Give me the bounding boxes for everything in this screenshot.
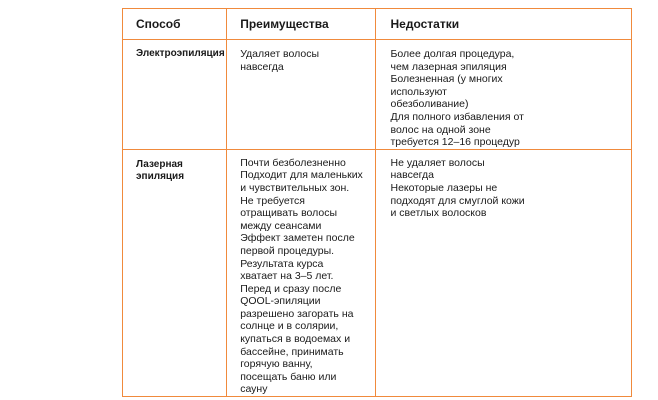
disadvantages-cell — [376, 40, 632, 150]
method-name: Лазерная эпиляция — [136, 158, 185, 183]
header-method: Способ — [123, 9, 227, 40]
disadvantages-list — [376, 40, 631, 149]
list-item: Перед и сразу после QOOL-эпиляции разрешено загорать на солнце и в солярии, купаться в водоемах и бассейне, принимать горячую ванну, посещать баню или сауну — [240, 282, 354, 396]
advantages-list — [227, 40, 375, 73]
disadvantages-cell — [376, 149, 632, 396]
method-cell — [123, 40, 227, 150]
list-item: Не требуется отращивать волосы между сеансами — [240, 194, 338, 232]
header-advantages: Преимущества — [227, 9, 376, 40]
advantages-cell — [227, 149, 376, 396]
list-item: Болезненная (у многих используют обезболивание) — [390, 73, 503, 111]
list-item: Эффект заметен после первой процедуры. — [240, 232, 355, 257]
table-header-row — [123, 9, 632, 40]
list-item: Почти безболезненно — [240, 156, 346, 169]
comparison-table — [122, 8, 632, 397]
list-item: Результата курса хватает на 3–5 лет. — [240, 257, 334, 283]
method-cell — [123, 149, 227, 396]
list-item: Не удаляет волосы навсегда — [390, 156, 485, 182]
method-name: Электроэпиляция — [136, 48, 225, 59]
list-item: Некоторые лазеры не подходят для смуглой кожи и светлых волосков — [390, 181, 525, 220]
table-row — [123, 149, 632, 396]
list-item: Удаляет волосы навсегда — [240, 48, 319, 73]
list-item: Для полного избавления от волос на одной зоне требуется 12–16 процедур — [390, 110, 524, 149]
list-item: Подходит для маленьких и чувствительных зон. — [240, 169, 363, 194]
header-disadvantages: Недостатки — [376, 9, 632, 40]
list-item: Более долгая процедура, чем лазерная эпиляция — [390, 48, 515, 73]
advantages-cell — [227, 40, 376, 150]
disadvantages-list — [376, 150, 631, 220]
table-row — [123, 40, 632, 150]
advantages-list — [227, 150, 375, 396]
